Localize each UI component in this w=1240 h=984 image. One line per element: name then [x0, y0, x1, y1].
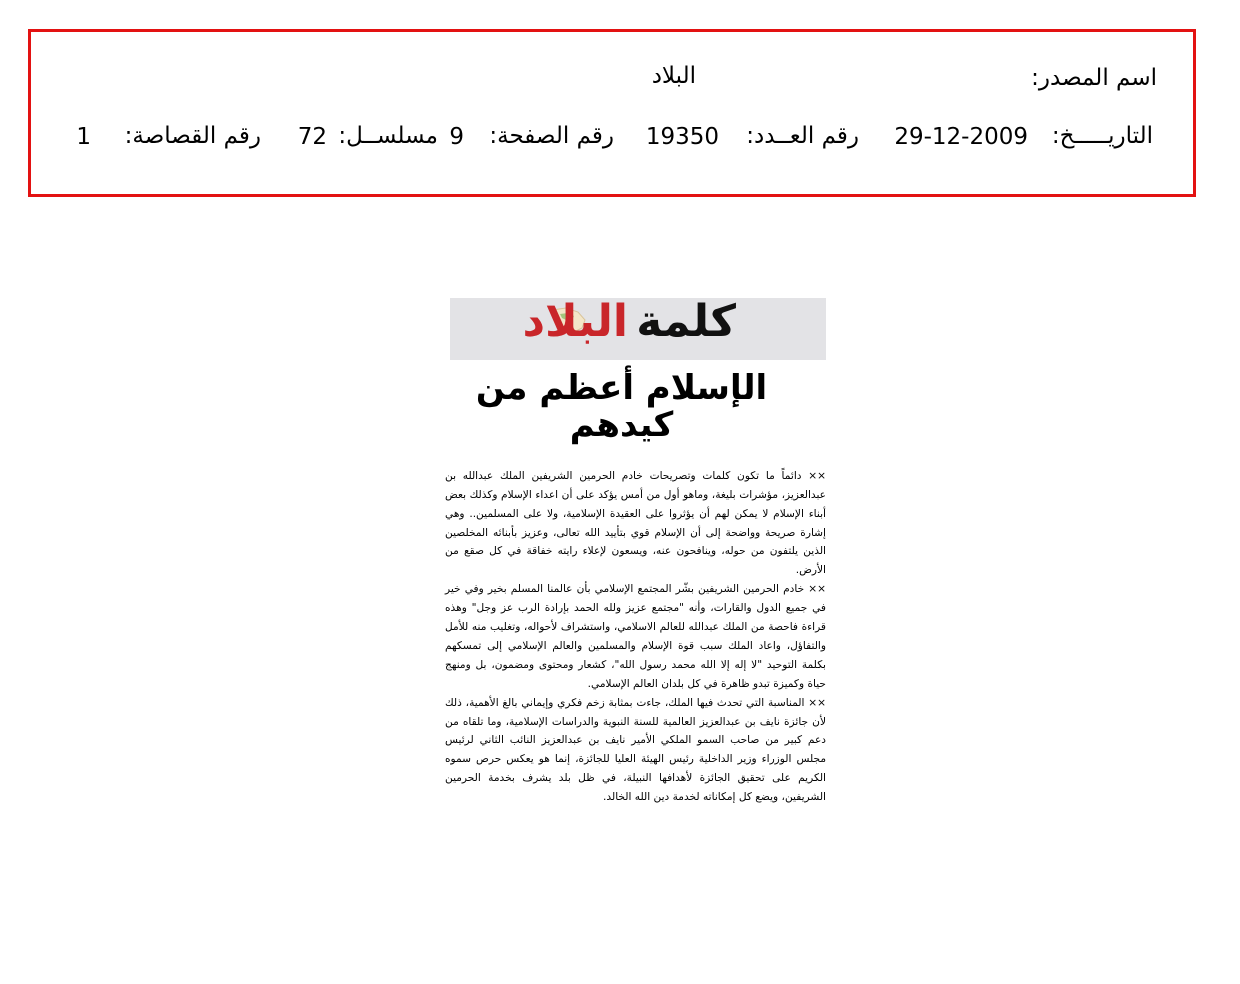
column-banner [450, 298, 826, 360]
date-value: 29-12-2009 [894, 124, 1028, 150]
banner-word-albilad: البلاد [522, 296, 628, 347]
serial-label: مسلســل: [338, 123, 438, 149]
article-body [445, 467, 826, 807]
serial-value: 72 [297, 124, 327, 150]
article-paragraph: ×× دائماً ما تكون كلمات وتصريحات خادم الحرمين الشريفين الملك عبدالله بن عبدالعزيز، مؤشرات بليغة، وماهو أول من أمس يؤكد على أن اعداء الإسلام وكذلك بعض أبناء الإسلام لا يمكن لهم أن يؤثروا على العقيدة الإسلامية، ولا على المسلمين.. وهي إشارة صريحة وواضحة إلى أن الإسلام قوي بتأييد الله تعالى، وعزيز بأبنائه المخلصين الذين يلتفون من حوله، وينافحون عنه، ويسعون لإعلاء رايته خفاقة في كل صقع من الأرض. [445, 469, 826, 577]
date-label: التاريـــــخ: [1051, 123, 1153, 149]
banner-word-kalima: كلمة [636, 296, 736, 347]
page-value: 9 [449, 124, 464, 150]
clip-label: رقم القصاصة: [124, 123, 261, 149]
article-paragraph: ×× المناسبة التي تحدث فيها الملك، جاءت بمثابة زخم فكري وإيماني بالغ الأهمية، ذلك لأن جائزة نايف بن عبدالعزيز العالمية للسنة النبوية والدراسات الإسلامية، وما تلقاه من دعم كبير من صاحب السمو الملكي الأمير نايف بن عبدالعزيز النائب الثاني لرئيس مجلس الوزراء وزير الداخلية رئيس الهيئة العليا للجائزة، إنما هو يعكس حرص سموه الكريم على تحقيق الجائزة لأهدافها النبيلة، في ظل بلد يشرف بخدمة الحرمين الشريفين، ويضع كل إمكاناته لخدمة دين الله الخالد. [445, 696, 826, 804]
issue-value: 19350 [645, 124, 719, 150]
newspaper-clipping [445, 298, 828, 807]
source-value: البلاد [651, 63, 696, 89]
issue-label: رقم العــدد: [746, 123, 859, 149]
page-label: رقم الصفحة: [489, 123, 614, 149]
clip-value: 1 [76, 124, 91, 150]
article-paragraph: ×× خادم الحرمين الشريفين بشّر المجتمع الإسلامي بأن عالمنا المسلم بخير وفي خير في جميع الدول والقارات، وأنه "مجتمع عزيز ولله الحمد بإرادة الرب عز وجل" وهذه قراءة فاحصة من الملك عبدالله للعالم الاسلامي، واستشراف لأحواله، وتغليب منه للأمل والتفاؤل، واعاد الملك سبب قوة الإسلام والمسلمين والعالم الإسلامي إلى تمسكهم بكلمة التوحيد "لا إله إلا الله محمد رسول الله"، كشعار ومحتوى ومضمون، بل ومنهج حياة وكميزة تبدو ظاهرة في كل بلدان العالم الإسلامي. [445, 583, 826, 690]
article-headline: الإسلام أعظم من كيدهم [475, 368, 768, 446]
source-info-box [28, 29, 1196, 197]
source-label: اسم المصدر: [1031, 65, 1157, 91]
